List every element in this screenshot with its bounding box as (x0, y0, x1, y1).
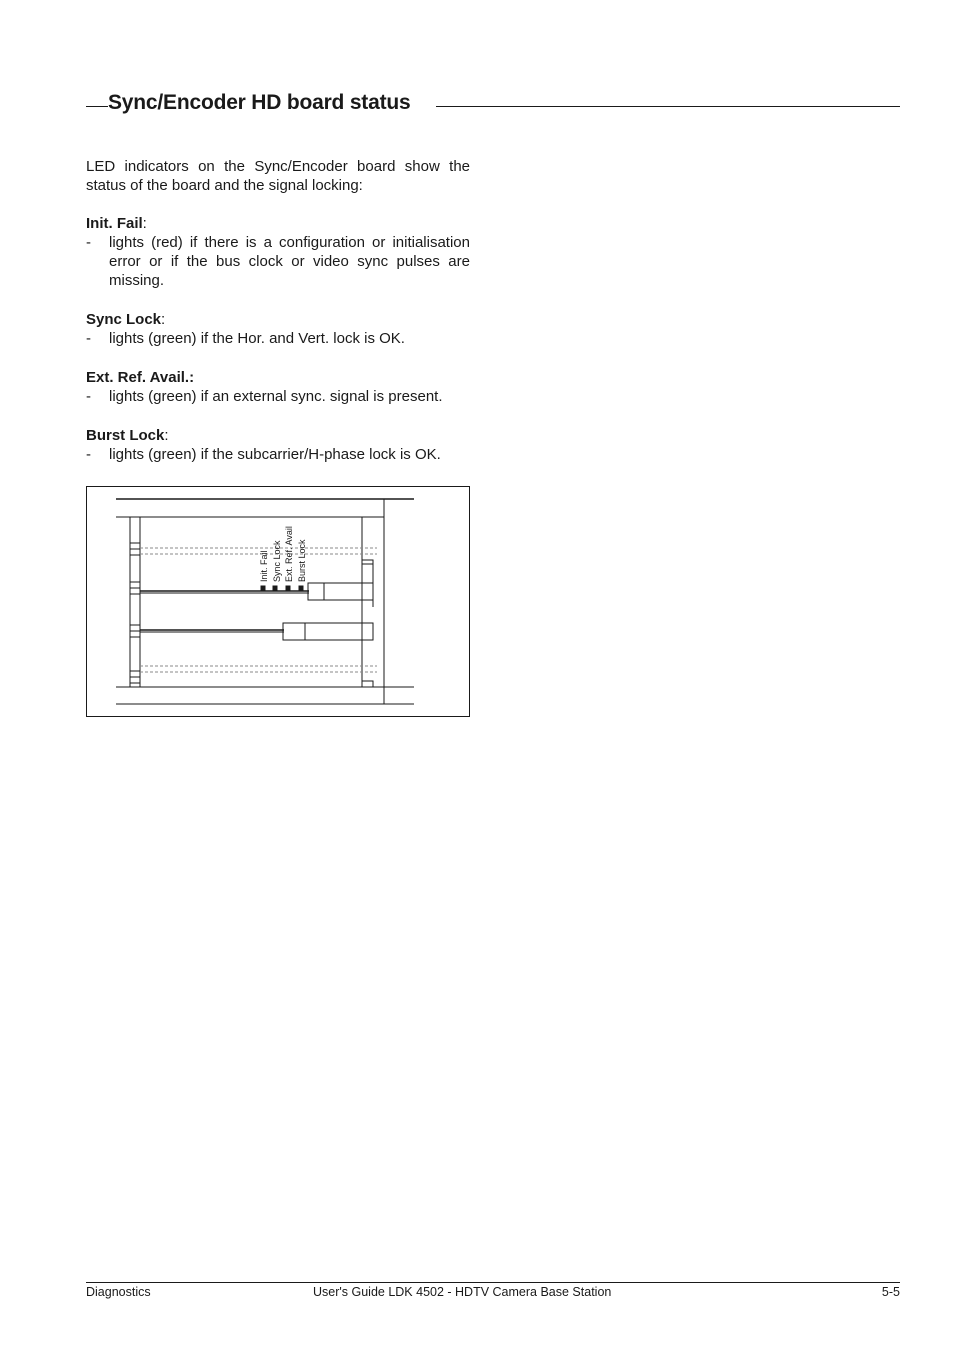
heading-rule-right (436, 106, 900, 107)
edge-block (130, 631, 140, 637)
edge-block (130, 677, 140, 683)
intro-paragraph: LED indicators on the Sync/Encoder board show the status of the board and the signal locking: (86, 158, 470, 194)
section-ext-ref-avail (86, 368, 470, 406)
bullet-dash: - (86, 234, 91, 251)
page-title: Sync/Encoder HD board status (108, 91, 411, 114)
board-drawing (87, 487, 469, 716)
item-text: lights (green) if an external sync. signal is present. (109, 388, 443, 405)
bullet-dash: - (86, 446, 91, 463)
term-init-fail: Init. Fail (86, 215, 143, 232)
led-sync-lock (273, 586, 277, 590)
footer-rule (86, 1282, 900, 1283)
led-label: Init. Fail (259, 550, 269, 582)
section-burst-lock (86, 426, 470, 464)
edge-block (130, 549, 140, 555)
term-suffix: : (142, 215, 147, 232)
term-sync-lock: Sync Lock (86, 311, 162, 328)
section-init-fail (86, 214, 470, 290)
section-sync-lock (86, 310, 470, 348)
led-burst-lock (299, 586, 303, 590)
upper-latch (362, 560, 373, 564)
list-item (86, 387, 470, 406)
footer-title: User's Guide LDK 4502 - HDTV Camera Base Station (313, 1285, 612, 1299)
led-label: Ext. Ref. Avail (284, 526, 294, 582)
edge-block (130, 671, 140, 677)
bullet-dash: - (86, 388, 91, 405)
item-text: lights (green) if the Hor. and Vert. lock is OK. (109, 330, 405, 347)
term-burst-lock: Burst Lock (86, 427, 165, 444)
edge-block (130, 543, 140, 549)
bullet-dash: - (86, 330, 91, 347)
list-item (86, 329, 470, 348)
upper-connector (308, 583, 324, 600)
edge-block (130, 588, 140, 594)
lower-latch (362, 681, 373, 687)
section-heading (86, 91, 900, 121)
item-text: lights (green) if the subcarrier/H-phase lock is OK. (109, 446, 441, 463)
term-ext-ref-avail: Ext. Ref. Avail.: (86, 369, 195, 386)
edge-block (130, 582, 140, 588)
edge-block (130, 625, 140, 631)
lower-connector-body (305, 623, 373, 640)
footer-section: Diagnostics (86, 1285, 151, 1299)
led-init-fail (261, 586, 265, 590)
lower-connector (283, 623, 305, 640)
board-diagram (86, 486, 470, 717)
heading-rule-left (86, 106, 108, 107)
term-suffix: : (161, 311, 166, 328)
page-number: 5-5 (881, 1285, 900, 1299)
list-item (86, 233, 470, 290)
led-label: Burst Lock (297, 539, 307, 582)
led-label: Sync Lock (272, 540, 282, 582)
term-suffix: : (164, 427, 169, 444)
led-ext-ref-avail (286, 586, 290, 590)
upper-connector-body (324, 583, 373, 600)
item-text: lights (red) if there is a configuration or initialisation error or if the bus clock or video sync pulses are missing. (109, 234, 470, 289)
list-item (86, 445, 470, 464)
